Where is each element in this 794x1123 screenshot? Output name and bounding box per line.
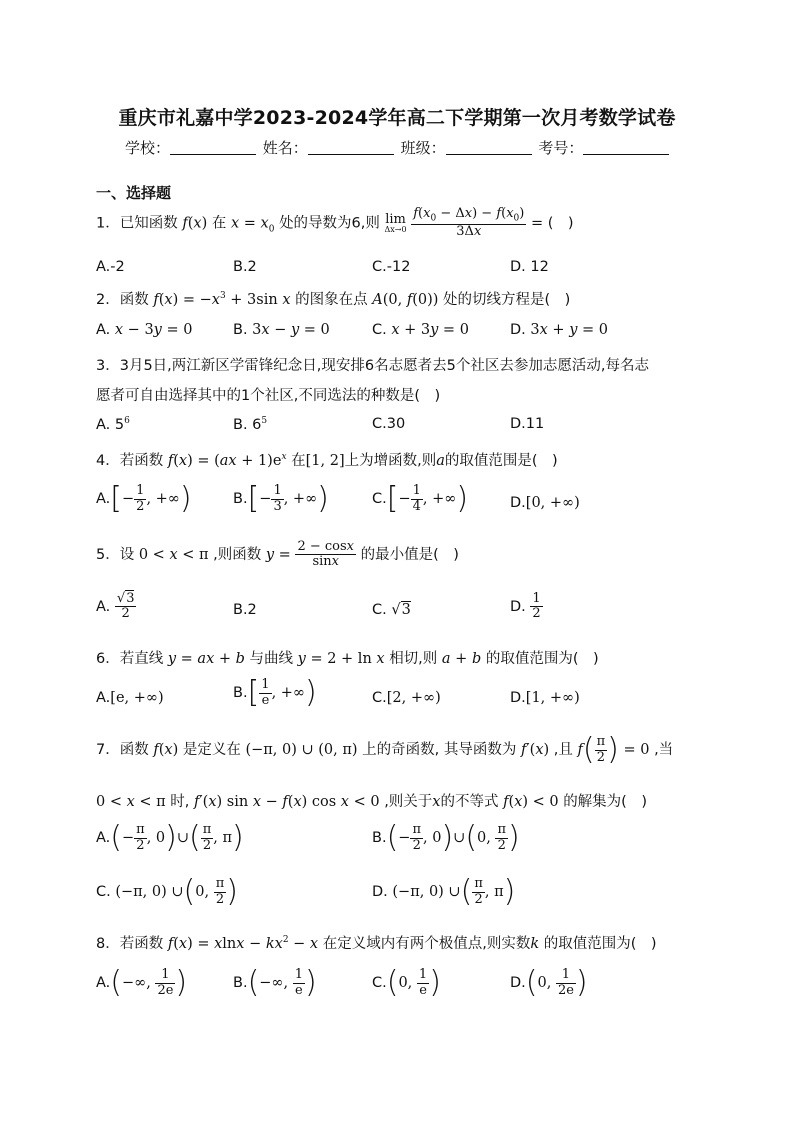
q2-option-b[interactable]: B. 3x − y = 0 xyxy=(233,322,330,338)
class-blank[interactable] xyxy=(446,140,532,155)
q1-option-d[interactable]: D. 12 xyxy=(510,259,549,275)
q3-option-b[interactable]: B. $6^5$ xyxy=(233,416,268,433)
question-3-line-1: 3．3月5日,两江新区学雷锋纪念日,现安排6名志愿者去5个社区去参加志愿活动,每名志 xyxy=(96,358,649,374)
student-info-row xyxy=(125,137,671,158)
question-7-line-2: 0 < x < π 时, f′(x) sin x − f(x) cos x < 0 ,则关于x的不等式 f(x) < 0 的解集为( ) xyxy=(96,794,648,810)
q4-option-b[interactable]: B.[− $\frac{1}{3}$ , +∞) xyxy=(233,481,329,516)
id-label: 考号： xyxy=(538,139,584,157)
question-8: 8．若函数 $f(x) = xlnx - kx^2 - x$ 在定义域内有两个极值点,则实数k 的取值范围为( ) xyxy=(96,935,657,952)
question-2: 2．函数 $f(x) = -x^3 + 3\sin$ x 的图象在点 A(0, f(0)) 处的切线方程是( ) xyxy=(96,291,571,308)
q7-option-c[interactable]: C. (−π, 0) ∪(0, $\frac{\pi}{2}$ ) xyxy=(96,874,238,909)
q6-option-c[interactable]: C.[2, +∞) xyxy=(372,690,441,706)
q1-option-a[interactable]: A.-2 xyxy=(96,259,125,275)
q6-option-d[interactable]: D.[1, +∞) xyxy=(510,690,580,706)
q2-option-d[interactable]: D. 3x + y = 0 xyxy=(510,322,608,338)
question-6: 6．若直线 y = ax + b 与曲线 y = 2 + ln x 相切,则 a + b 的取值范围为( ) xyxy=(96,651,599,667)
q3-option-a[interactable]: A. $5^6$ xyxy=(96,416,130,433)
q8-option-c[interactable]: C.(0, $\frac{1}{e}$ ) xyxy=(372,965,441,1000)
q2-option-c[interactable]: C. x + 3y = 0 xyxy=(372,322,469,338)
page-title: 重庆市礼嘉中学2023-2024学年高二下学期第一次月考数学试卷 xyxy=(118,107,676,129)
question-5: 5．设 0 < x < π ,则函数 y = $\frac{2 - \cos x}{\sin x}$ 的最小值是( ) xyxy=(96,539,459,570)
question-7-line-1: 7．函数 f(x) 是定义在 (−π, 0) ∪ (0, π) 上的奇函数, 其导函数为 f′(x) ,且 f( $\frac{\pi}{2}$ ) = 0 ,当 xyxy=(96,732,674,767)
q5-option-c[interactable]: C. √3 xyxy=(372,602,411,618)
name-blank[interactable] xyxy=(308,140,394,155)
q4-option-d[interactable]: D.[0, +∞) xyxy=(510,495,580,511)
name-label: 姓名： xyxy=(262,139,308,157)
q7-option-b[interactable]: B.(− $\frac{\pi}{2}$ , 0)∪(0, $\frac{\pi}{2}$ ) xyxy=(372,820,520,855)
q1-option-b[interactable]: B.2 xyxy=(233,259,257,275)
q2-option-a[interactable]: A. x − 3y = 0 xyxy=(96,322,193,338)
q4-option-a[interactable]: A.[− $\frac{1}{2}$ , +∞) xyxy=(96,481,192,516)
school-label: 学校： xyxy=(125,139,171,157)
q6-option-b[interactable]: B.[ $\frac{1}{e}$ , +∞) xyxy=(233,675,317,710)
q5-option-d[interactable]: D. $\frac{1}{2}$ xyxy=(510,591,541,622)
q5-option-a[interactable]: A. $\frac{√3}{2}$ xyxy=(96,591,135,622)
q8-option-d[interactable]: D.(0, $\frac{1}{2e}$ ) xyxy=(510,965,588,1000)
question-1: 1．已知函数 f(x) 在 $x = x_0$ 处的导数为6,则 lim Δx→0 $\frac{f(x_0 - \Delta x) - f(x_0)}{3\Delta x}$ = ( ) xyxy=(96,206,574,240)
q3-option-c[interactable]: C.30 xyxy=(372,416,406,432)
q3-option-d[interactable]: D.11 xyxy=(510,416,545,432)
id-blank[interactable] xyxy=(583,140,669,155)
q7-option-d[interactable]: D. (−π, 0) ∪( $\frac{\pi}{2}$ , π) xyxy=(372,874,516,909)
q4-option-c[interactable]: C.[− $\frac{1}{4}$ , +∞) xyxy=(372,481,469,516)
q8-option-b[interactable]: B.(−∞, $\frac{1}{e}$ ) xyxy=(233,965,317,1000)
question-4: 4．若函数 $f(x) = (ax + 1)e^x$ 在[1, 2]上为增函数,则a的取值范围是( ) xyxy=(96,452,558,469)
q6-option-a[interactable]: A.[e, +∞) xyxy=(96,690,164,706)
q5-option-b[interactable]: B.2 xyxy=(233,602,257,618)
q1-option-c[interactable]: C.-12 xyxy=(372,259,411,275)
question-3-line-2: 愿者可自由选择其中的1个社区,不同选法的种数是( ) xyxy=(96,388,441,404)
q7-option-a[interactable]: A.(− $\frac{\pi}{2}$ , 0)∪( $\frac{\pi}{2}$ , π) xyxy=(96,820,244,855)
q8-option-a[interactable]: A.(−∞, $\frac{1}{2e}$ ) xyxy=(96,965,188,1000)
school-blank[interactable] xyxy=(170,140,256,155)
class-label: 班级： xyxy=(400,139,446,157)
section-title: 一、选择题 xyxy=(96,184,172,202)
